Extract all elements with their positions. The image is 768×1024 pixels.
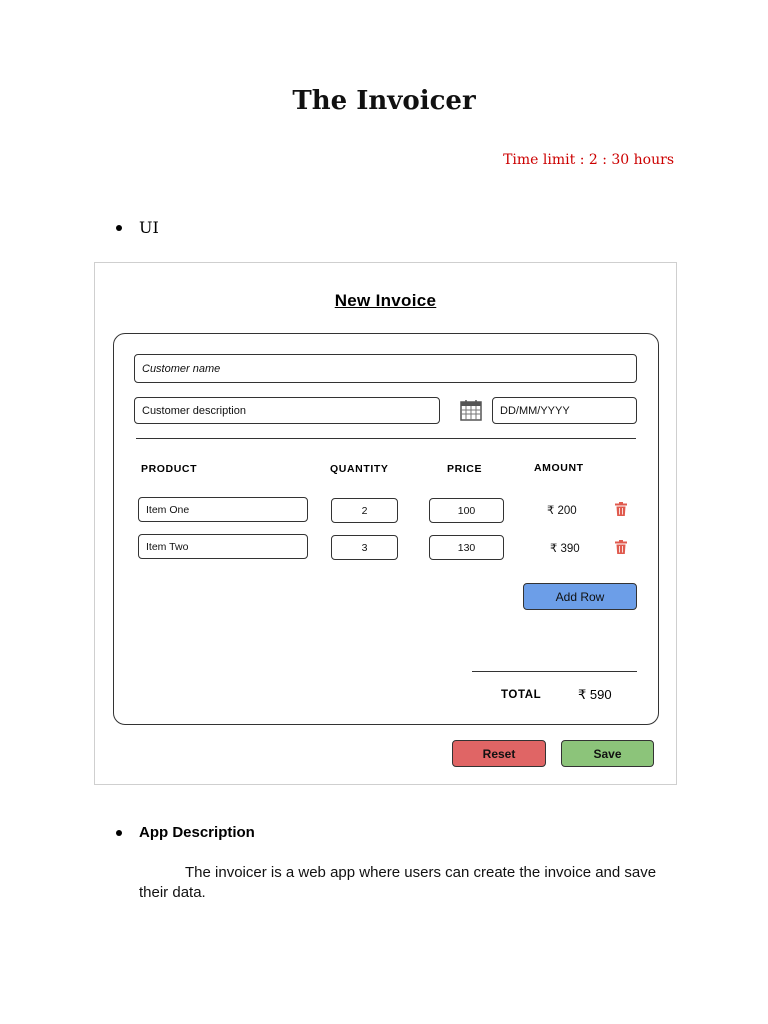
total-value: ₹ 590 [578, 687, 612, 702]
row-1-quantity-input[interactable]: 2 [331, 498, 398, 523]
invoice-mockup [94, 262, 677, 785]
row-1-price-input[interactable]: 100 [429, 498, 504, 523]
add-row-button[interactable]: Add Row [523, 583, 637, 610]
reset-button[interactable]: Reset [452, 740, 546, 767]
column-amount: AMOUNT [534, 462, 584, 474]
header-divider [136, 438, 636, 439]
row-2-quantity-input[interactable]: 3 [331, 535, 398, 560]
column-price: PRICE [447, 463, 483, 475]
row-2-trash-icon[interactable] [615, 540, 627, 554]
document-title: The Invoicer [292, 86, 476, 116]
invoice-title: New Invoice [334, 291, 437, 310]
total-divider [472, 671, 637, 672]
app-description-text [139, 863, 679, 903]
app-description-body: The invoicer is a web app where users can create the invoice and save their data. [139, 864, 657, 901]
customer-name-input[interactable]: Customer name [134, 354, 637, 383]
row-1-trash-icon[interactable] [615, 502, 627, 516]
bullet-ui-label: UI [139, 218, 159, 237]
bullet-dot [116, 830, 122, 836]
row-1-product-input[interactable]: Item One [138, 497, 308, 522]
row-2-price-input[interactable]: 130 [429, 535, 504, 560]
invoice-panel [113, 333, 659, 725]
row-2-product-input[interactable]: Item Two [138, 534, 308, 559]
bullet-ui [116, 218, 159, 237]
bullet-app-description [116, 824, 255, 841]
date-input[interactable]: DD/MM/YYYY [492, 397, 637, 424]
bullet-dot [116, 225, 122, 231]
save-button[interactable]: Save [561, 740, 654, 767]
row-1-amount: ₹ 200 [547, 505, 577, 517]
total-label: TOTAL [501, 689, 542, 701]
row-2-amount: ₹ 390 [550, 543, 580, 555]
calendar-icon[interactable] [460, 399, 482, 421]
bullet-app-description-label: App Description [139, 824, 255, 841]
column-product: PRODUCT [141, 463, 198, 475]
column-quantity: QUANTITY [330, 463, 389, 475]
customer-description-input[interactable]: Customer description [134, 397, 440, 424]
time-limit: Time limit : 2 : 30 hours [503, 152, 674, 168]
